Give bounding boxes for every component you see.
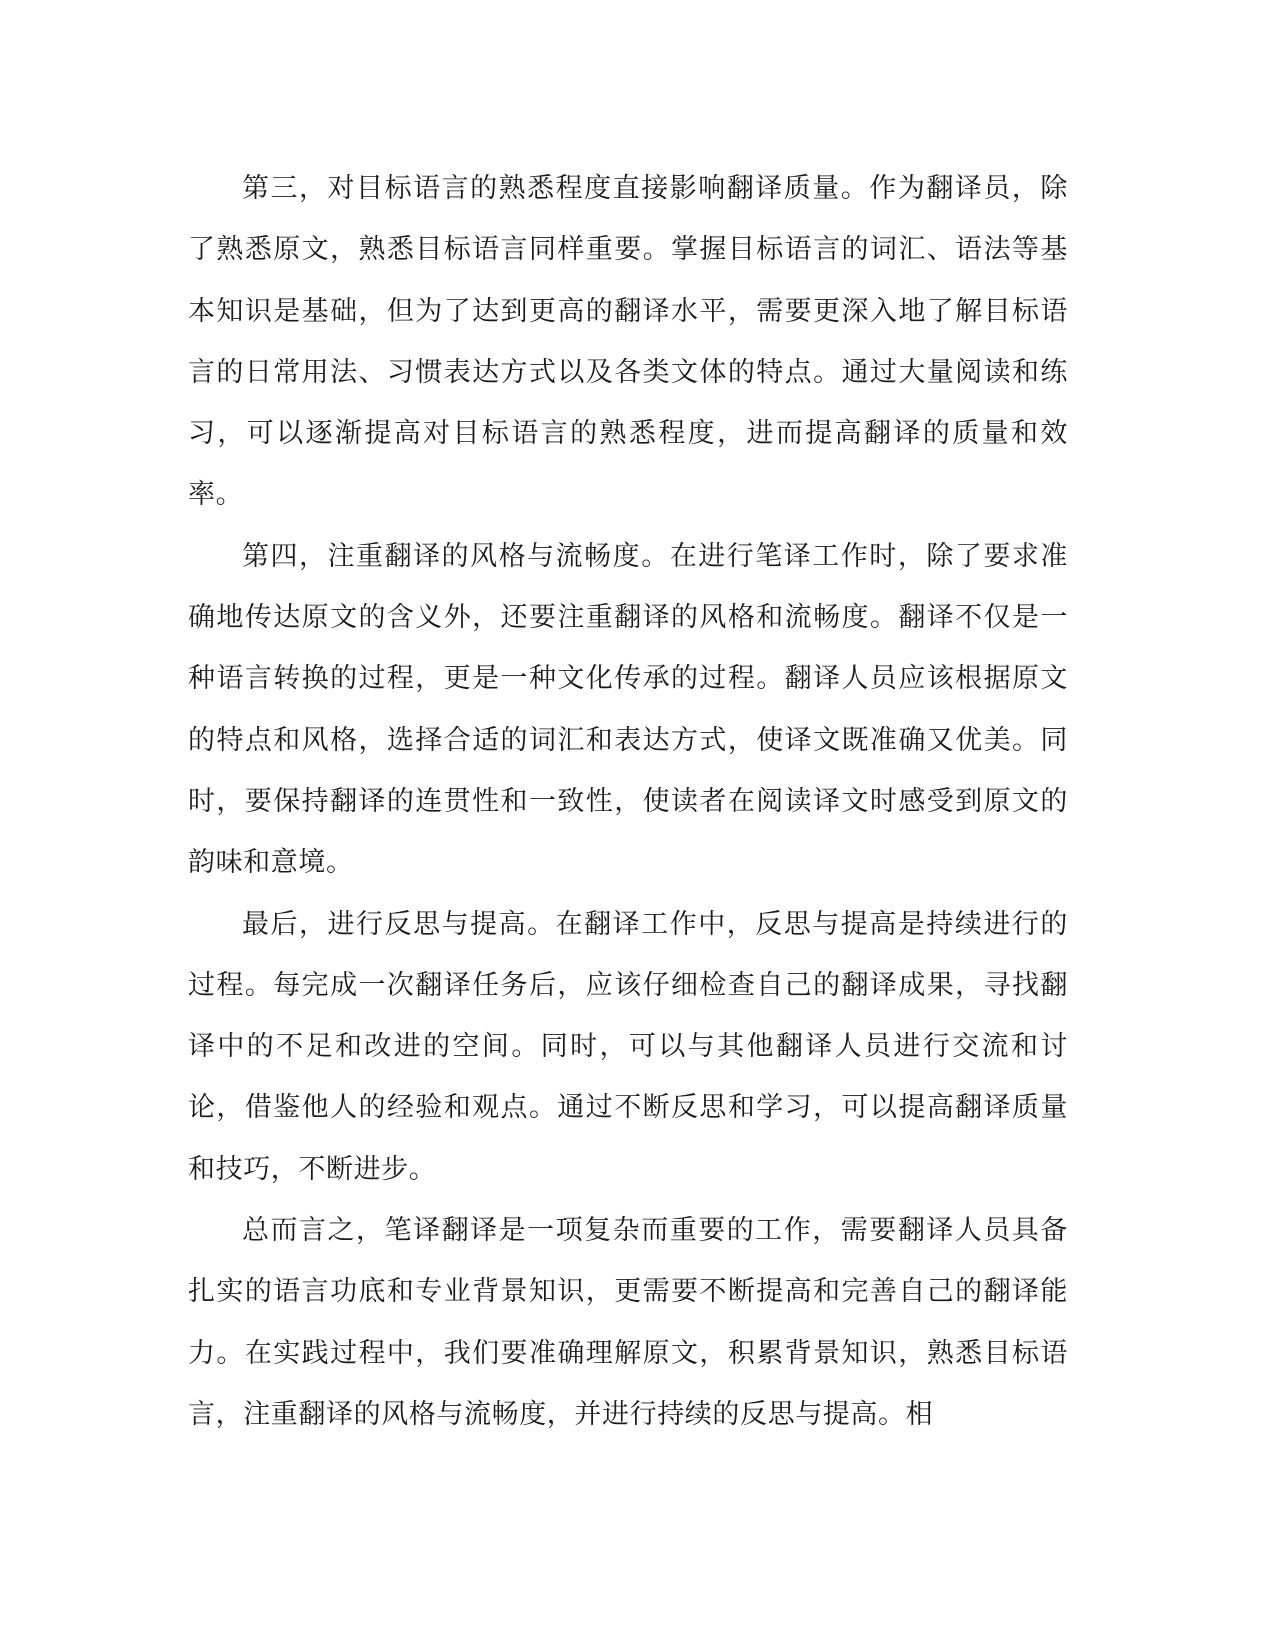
paragraph-style-fluency: 第四，注重翻译的风格与流畅度。在进行笔译工作时，除了要求准确地传达原文的含义外，还要注重翻译的风格和流畅度。翻译不仅是一种语言转换的过程，更是一种文化传承的过程。翻译人员应该根据原文的特点和风格，选择合适的词汇和表达方式，使译文既准确又优美。同时，要保持翻译的连贯性和一致性，使读者在阅读译文时感受到原文的韵味和意境。	[188, 540, 1068, 879]
paragraph-conclusion: 总而言之，笔译翻译是一项复杂而重要的工作，需要翻译人员具备扎实的语言功底和专业背景知识，更需要不断提高和完善自己的翻译能力。在实践过程中，我们要准确理解原文，积累背景知识，熟悉目标语言，注重翻译的风格与流畅度，并进行持续的反思与提高。相	[188, 1215, 1068, 1430]
document-body	[188, 158, 1068, 1445]
paragraph-reflection: 最后，进行反思与提高。在翻译工作中，反思与提高是持续进行的过程。每完成一次翻译任务后，应该仔细检查自己的翻译成果，寻找翻译中的不足和改进的空间。同时，可以与其他翻译人员进行交流和讨论，借鉴他人的经验和观点。通过不断反思和学习，可以提高翻译质量和技巧，不断进步。	[188, 908, 1068, 1185]
paragraph-target-language: 第三，对目标语言的熟悉程度直接影响翻译质量。作为翻译员，除了熟悉原文，熟悉目标语言同样重要。掌握目标语言的词汇、语法等基本知识是基础，但为了达到更高的翻译水平，需要更深入地了解目标语言的日常用法、习惯表达方式以及各类文体的特点。通过大量阅读和练习，可以逐渐提高对目标语言的熟悉程度，进而提高翻译的质量和效率。	[188, 173, 1068, 511]
